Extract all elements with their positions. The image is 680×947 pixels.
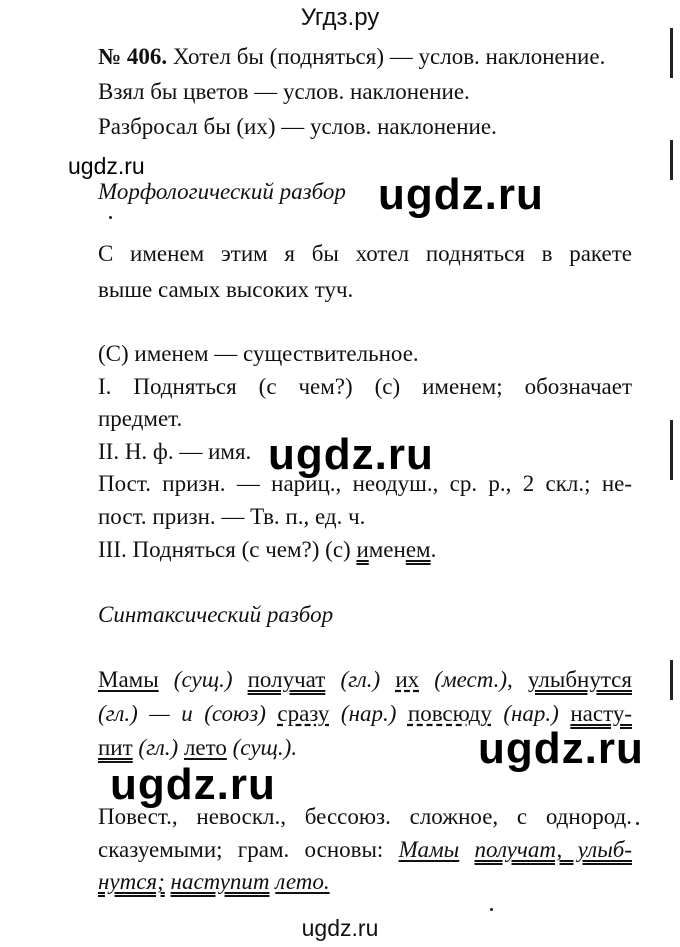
scan-edge-mark: [670, 660, 673, 700]
morph-point-3-line-1: Пост. призн. — нариц., неодуш., ср. р., 2 скл.; не-: [98, 471, 632, 496]
synt-desc-predicate: нутся;: [98, 869, 165, 894]
synt-desc-text: сказуемыми; грам. основы:: [98, 837, 399, 862]
site-header: Угдз.ру: [300, 4, 380, 31]
synt-tag: (гл.): [325, 667, 396, 692]
synt-line-3: [98, 734, 297, 762]
synt-word: Мамы: [98, 667, 159, 692]
synt-desc-predicate: наступит: [170, 869, 270, 894]
synt-tag: (гл.): [132, 735, 184, 760]
scan-edge-mark: [670, 28, 673, 78]
exercise-number: № 406.: [98, 44, 168, 69]
synt-heading: Синтаксический разбор: [98, 602, 334, 627]
morph-point-4-end: .: [430, 537, 437, 562]
watermark-big: ugdz.ru: [478, 724, 644, 773]
synt-line-1: [98, 666, 632, 694]
synt-tag: (сущ.).: [226, 735, 298, 760]
morph-point-1-line-1: I. Подняться (с чем?) (с) именем; обозначает: [98, 374, 632, 399]
synt-desc-line-2: [98, 836, 632, 864]
morph-point-4-text: III. Подняться (с чем?) (с): [98, 537, 357, 562]
synt-word: пит: [98, 735, 133, 760]
synt-word: получат: [247, 667, 326, 692]
morph-heading: Морфологический разбор: [98, 179, 346, 204]
exercise-line-1: [98, 43, 605, 71]
synt-word: лето: [183, 735, 227, 760]
morph-point-3-line-2: пост. призн. — Тв. п., ед. ч.: [98, 504, 366, 529]
synt-word: повсюду: [407, 701, 492, 726]
synt-word: их: [395, 667, 420, 692]
footer-watermark: ugdz.ru: [301, 915, 379, 941]
watermark-big: ugdz.ru: [110, 760, 276, 809]
synt-desc-subject: лето.: [275, 869, 330, 894]
scan-edge-mark: [670, 420, 673, 480]
synt-tag: (мест.),: [419, 667, 528, 692]
watermark-small: ugdz.ru: [68, 153, 145, 179]
morph-point-4-word-part: ем: [405, 537, 431, 562]
synt-desc-line-3: [98, 868, 330, 896]
exercise-line-3: Разбросал бы (их) — услов. наклонение.: [98, 114, 497, 139]
synt-tag: (нар.): [491, 701, 571, 726]
scan-dot: [109, 216, 112, 219]
synt-tag: (сущ.): [158, 667, 248, 692]
synt-tag: (нар.): [329, 701, 408, 726]
exercise-line-2: Взял бы цветов — услов. наклонение.: [98, 79, 470, 104]
morph-point-1-line-2: предмет.: [98, 406, 183, 431]
synt-desc-line-1: Повест., невоскл., бессоюз. сложное, с однород.: [98, 804, 632, 829]
synt-word: улыбнутся: [527, 667, 632, 692]
synt-desc-subject: Мамы: [398, 837, 460, 862]
morph-word-line: (С) именем — существительное.: [98, 341, 419, 366]
watermark-big: ugdz.ru: [268, 430, 434, 479]
morph-sentence-line-2: выше самых высоких туч.: [98, 277, 354, 302]
synt-word: сразу: [277, 701, 330, 726]
exercise-line-1-text: Хотел бы (подняться) — услов. наклонение.: [167, 44, 606, 69]
morph-point-2: II. Н. ф. — имя.: [98, 439, 252, 464]
morph-point-4-word-part: и: [356, 537, 369, 562]
morph-point-4-word-part: мен: [368, 537, 406, 562]
scan-edge-mark: [670, 140, 673, 180]
synt-word: насту-: [570, 701, 632, 726]
morph-point-4: [98, 536, 436, 564]
scan-dot: [490, 908, 493, 911]
synt-tag: (гл.) — и (союз): [98, 701, 278, 726]
watermark-big: ugdz.ru: [378, 170, 544, 219]
scan-dot: [636, 822, 639, 825]
morph-sentence-line-1: С именем этим я бы хотел подняться в ракете: [98, 241, 632, 266]
synt-desc-predicate: получат, улыб-: [474, 837, 632, 862]
